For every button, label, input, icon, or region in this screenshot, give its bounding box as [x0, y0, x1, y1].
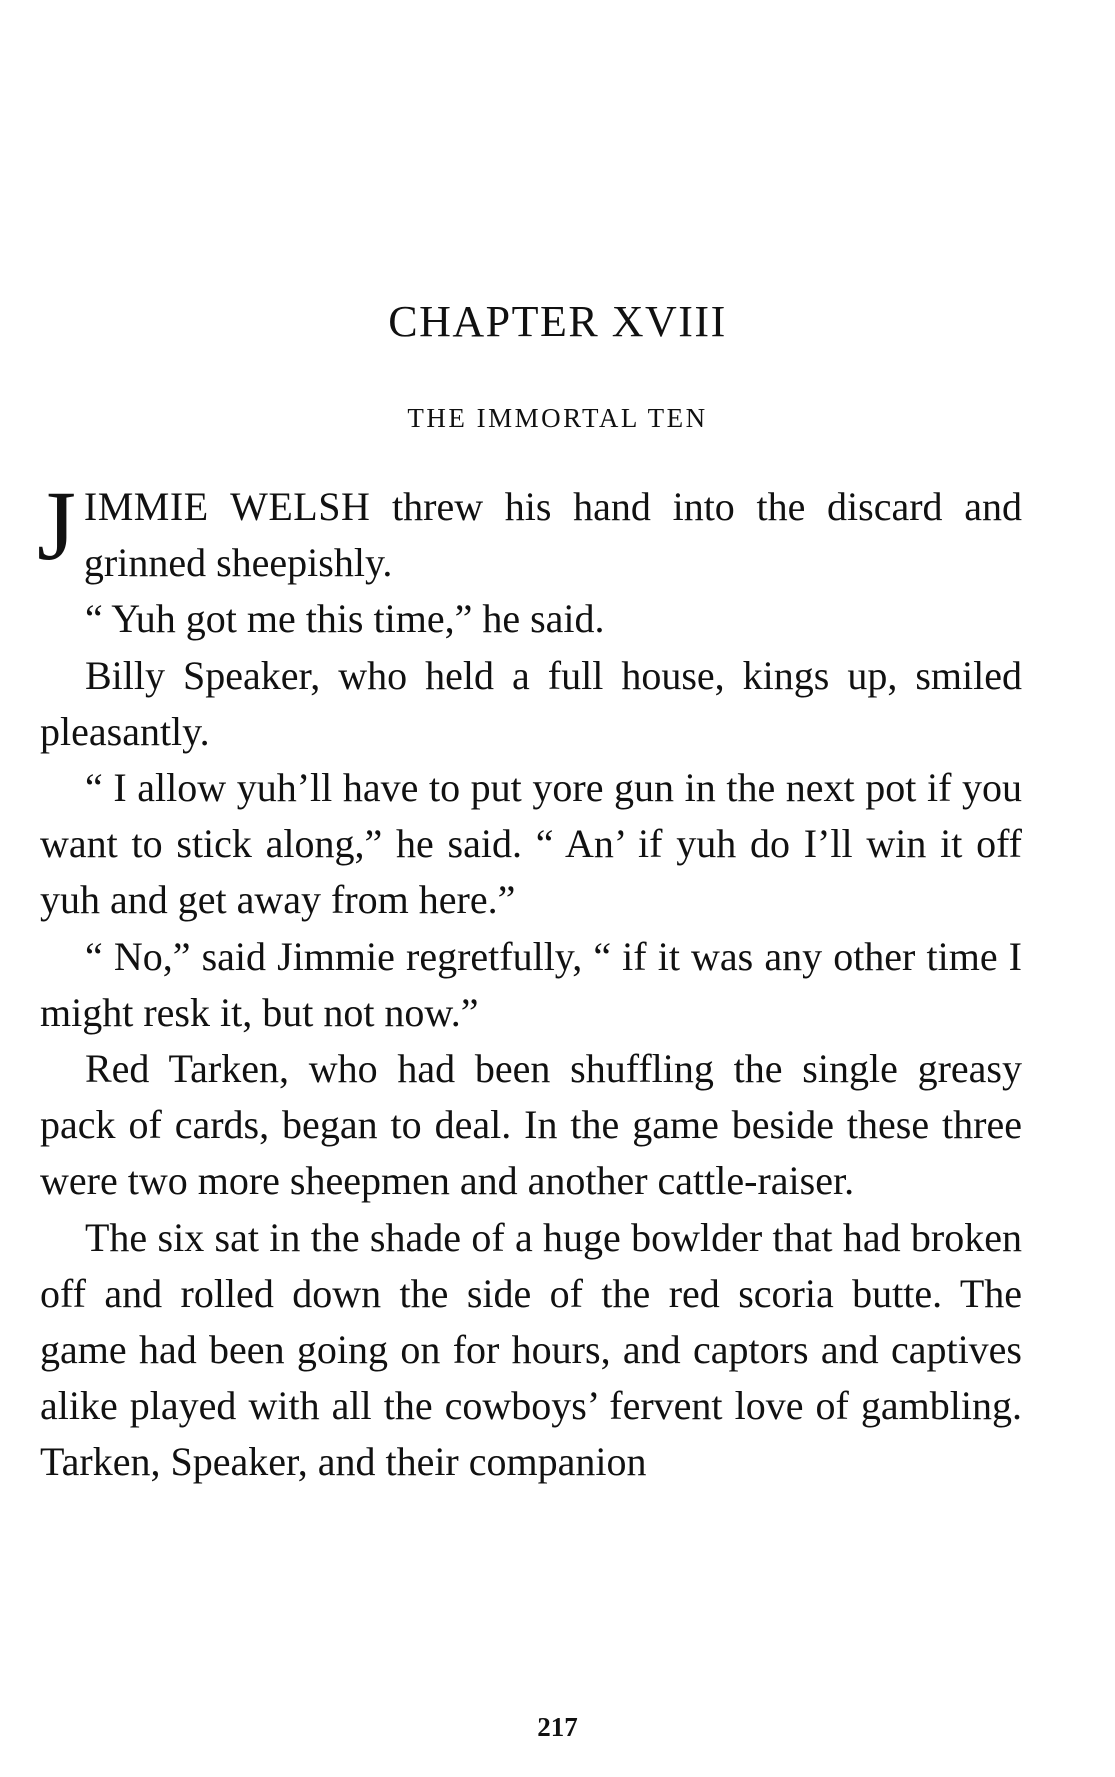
chapter-title: THE IMMORTAL TEN — [407, 403, 708, 433]
paragraph-7: The six sat in the shade of a huge bowlder that had broken off and rolled down the side of the red scoria butte. The game had been going on for hours, and captors and captives alike played with all the cowboys’ fervent love of gambling. Tarken, Speaker, and their companion — [40, 1214, 1022, 1485]
chapter-number: CHAPTER XVIII — [388, 297, 727, 346]
paragraph-4: “ I allow yuh’ll have to put yore gun in the next pot if you want to stick along,” he said. “ An’ if yuh do I’ll win it off yuh and get away from here.” — [40, 765, 1022, 923]
body-text — [37, 470, 1022, 1491]
paragraph-6: Red Tarken, who had been shuffling the single greasy pack of cards, began to deal. In the game beside these three were two more sheepmen and another cattle-raiser. — [40, 1046, 1022, 1204]
paragraph-2: “ Yuh got me this time,” he said. — [85, 596, 605, 642]
paragraph-1-text: threw his hand into the discard and grinned sheepishly. — [83, 484, 1022, 586]
paragraph-5: “ No,” said Jimmie regretfully, “ if it was any other time I might resk it, but not now.” — [40, 933, 1022, 1035]
paragraph-3: Billy Speaker, who held a full house, kings up, smiled pleasantly. — [40, 652, 1022, 754]
paragraph-1 — [37, 470, 1022, 591]
drop-cap: J — [37, 470, 76, 581]
page-number: 217 — [537, 1712, 578, 1742]
paragraph-lead: IMMIE WELSH — [83, 484, 371, 529]
